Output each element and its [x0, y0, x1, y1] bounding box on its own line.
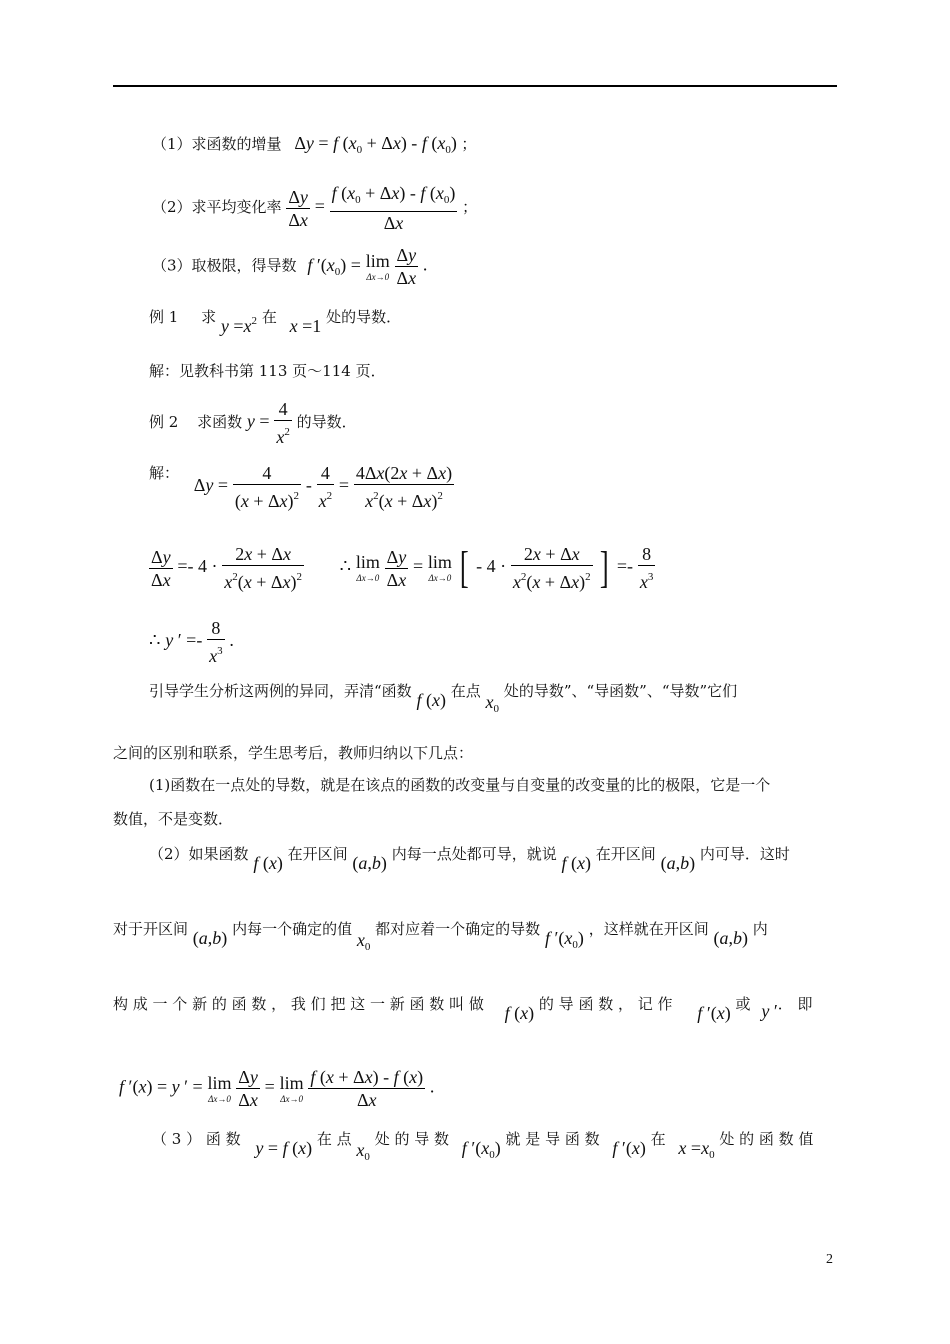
- example-1-label: 例 1: [149, 308, 179, 326]
- example-1-text-a: 求: [201, 308, 217, 326]
- step-2-frac-left: $\frac{\Delta y}{\Delta x}$: [288, 186, 308, 230]
- paragraph-1-cont: [113, 742, 473, 763]
- point-3-c: 处 的 导 数: [374, 1130, 450, 1148]
- example-1-text-b: 在: [261, 308, 277, 326]
- example-1: 例 1 求 $y =x^2$ 在 x =1 处的导数．: [149, 308, 402, 336]
- point-2-l3-c: 或: [735, 995, 751, 1013]
- step-3-limit: lim Δx→0: [365, 250, 390, 282]
- solution-1: [149, 360, 386, 381]
- step-3-text: （3）取极限，得导数: [152, 256, 297, 275]
- step-2-text: （2）求平均变化率: [152, 198, 282, 216]
- point-3: （ 3 ） 函 数 y = f (x) 在 点 $x_0$ 处 的 导 数 f $'(x_0)$ 就 是 导 函 数 f ′(x) 在 $x =x_0$ 处 的 函 数 值: [152, 1130, 814, 1163]
- point-3-b: 在 点: [316, 1130, 352, 1148]
- paragraph-1-c: 处的导数”、“导函数”、“导数”它们: [503, 682, 738, 700]
- point-2-line-2: 对于开区间 (a,b) 内每一个确定的值 $x_0$ 都对应着一个确定的导数 f $'(x_0)$ ，这样就在开区间 (a,b) 内: [113, 920, 768, 953]
- point-2-d: 在开区间: [595, 845, 656, 863]
- paragraph-1: 引导学生分析这两例的异同，弄清“函数 f (x) 在点 $x_0$ 处的导数”、“导函数”、“导数”它们: [149, 682, 738, 715]
- solution-2-line-2: $\frac{\Delta y}{\Delta x}$ =- 4 · $\frac{2x + \Delta x}{x^2(x + \Delta x)^2}$ ∴ lim Δx→0 $\frac{\Delta y}{\Delta x}$ = lim Δx→0 [ - 4 · $\frac{2x + \Delta x}{x^2(x + \Delta x)^2}$ ] =- $\frac{8}{x^3}$: [151, 543, 654, 592]
- solution-2-label: 解：: [149, 464, 180, 482]
- point-2-l2-e: 内: [752, 920, 768, 938]
- header-rule: [113, 85, 837, 87]
- example-2-label: 例 2: [149, 413, 179, 431]
- paragraph-1-a: 引导学生分析这两例的异同，弄清“函数: [149, 682, 412, 700]
- point-2-l2-b: 内每一个确定的值: [232, 920, 353, 938]
- step-1-formula: Δy = f $(x_0 + \Delta x) - f$ $(x_0)$: [294, 133, 457, 156]
- point-1-text: (1)函数在一点处的导数，就是在该点的函数的改变量与自变量的改变量的比的极限，它是一个: [149, 776, 771, 794]
- point-2-l2-a: 对于开区间: [113, 920, 189, 938]
- point-1: [149, 774, 770, 795]
- solution-1-text: 解：见教科书第 113 页～114 页．: [149, 362, 386, 380]
- point-1-cont: [113, 808, 233, 829]
- solution-2-result: ∴ y ′ =- $\frac{8}{x^3}$ .: [149, 618, 234, 666]
- point-1-cont-text: 数值，不是变数．: [113, 810, 234, 828]
- point-3-e: 在: [650, 1130, 666, 1148]
- example-2-frac: $\frac{4}{x^2}$: [276, 399, 290, 447]
- solution-2-line-1: 解： Δy = $\frac{4}{(x + \Delta x)^2}$ - $\frac{4}{x^2}$ = $\frac{4\Delta x(2x + \Delta x)}{x^2(x + \Delta x)^2}$: [149, 463, 453, 511]
- example-1-text-c: 处的导数．: [326, 308, 402, 326]
- point-3-a: （ 3 ） 函 数: [152, 1130, 241, 1148]
- point-3-f: 处 的 函 数 值: [719, 1130, 814, 1148]
- step-3: （3）取极限，得导数 f $'(x_0)$ = lim Δx→0 $\frac{\Delta y}{\Delta x}$ .: [152, 245, 428, 288]
- point-2-l3-d: ． 即: [777, 995, 813, 1013]
- step-3-frac: $\frac{\Delta y}{\Delta x}$: [396, 245, 417, 288]
- point-2-line-1: （2）如果函数 f (x) 在开区间 (a,b) 内每一点处都可导，就说 f (x) 在开区间 (a,b) 内可导．这时: [149, 845, 790, 873]
- point-2-b: 在开区间: [287, 845, 348, 863]
- point-2-a: （2）如果函数: [149, 845, 249, 863]
- point-2-l3-b: 的 导 函 数 ， 记 作: [538, 995, 673, 1013]
- step-1-text: （1）求函数的增量: [152, 135, 282, 153]
- step-2-frac-right: $\frac{f (x_0 + \Delta x) - f (x_0)}{\Delta x}$: [331, 183, 456, 233]
- example-2-text-a: 求函数: [197, 413, 243, 431]
- point-2-e: 内可导．这时: [699, 845, 790, 863]
- point-2-l3-a: 构 成 一 个 新 的 函 数 ， 我 们 把 这 一 新 函 数 叫 做: [113, 995, 484, 1013]
- paragraph-1-b: 在点: [450, 682, 481, 700]
- point-2-l2-d: ，这样就在开区间: [588, 920, 709, 938]
- page-number: 2: [826, 1252, 833, 1267]
- paragraph-1-cont-text: 之间的区别和联系，学生思考后，教师归纳以下几点：: [113, 744, 474, 762]
- example-2: 例 2 求函数 y = $\frac{4}{x^2}$ 的导数．: [149, 399, 357, 447]
- point-2-l2-c: 都对应着一个确定的导数: [375, 920, 541, 938]
- point-2-c: 内每一点处都可导，就说: [391, 845, 557, 863]
- step-1: （1）求函数的增量 Δy = f $(x_0 + \Delta x) - f$ $(x_0)$ ；: [152, 133, 477, 156]
- step-2: （2）求平均变化率 $\frac{\Delta y}{\Delta x}$ = $\frac{f (x_0 + \Delta x) - f (x_0)}{\Delta x}$ ；: [152, 183, 478, 233]
- example-2-text-b: 的导数．: [296, 413, 357, 431]
- point-3-d: 就 是 导 函 数: [505, 1130, 600, 1148]
- derivative-definition: f ′(x) = y ′ = lim Δx→0 $\frac{\Delta y}{\Delta x}$ = lim Δx→0 $\frac{f (x + \Delta x) - f (x)}{\Delta x}$ .: [119, 1067, 435, 1110]
- point-2-line-3: 构 成 一 个 新 的 函 数 ， 我 们 把 这 一 新 函 数 叫 做 f (x) 的 导 函 数 ， 记 作 f ′(x) 或 y ′． 即: [113, 995, 813, 1023]
